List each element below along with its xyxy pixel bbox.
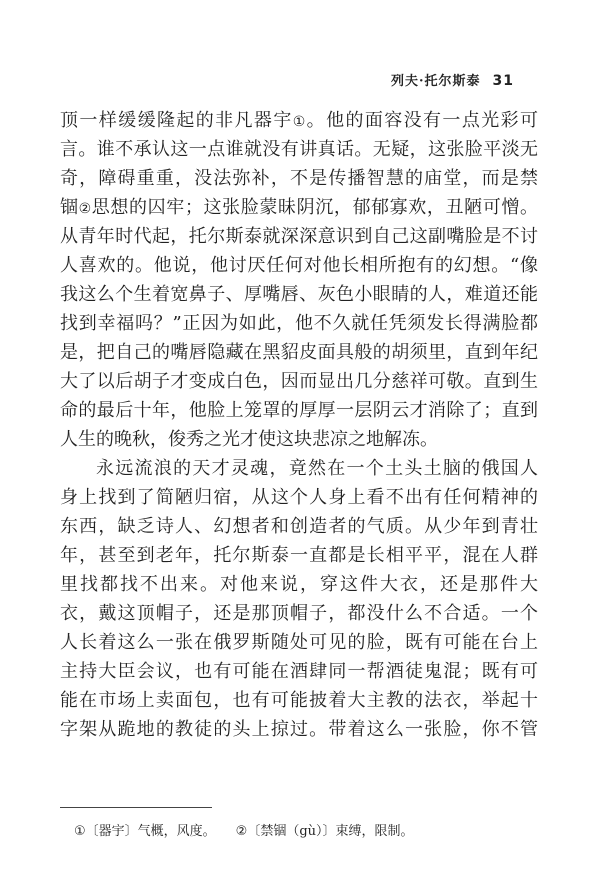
page-number: 31 <box>492 73 514 89</box>
text-line: 从青年时代起，托尔斯泰就深深意识到自己这副嘴脸是不讨 <box>60 226 538 247</box>
text-line: 能在市场上卖面包，也有可能披着大主教的法衣，举起十 <box>60 690 538 711</box>
footnote-ref-1[interactable]: ① <box>292 114 307 130</box>
text-line: 身上找到了简陋归宿，从这个人身上看不出有任何精神的 <box>60 487 538 508</box>
text-line: 锢②思想的囚牢；这张脸蒙昧阴沉，郁郁寡欢，丑陋可憎。 <box>60 197 538 218</box>
text-line: 顶一样缓缓隆起的非凡器宇①。他的面容没有一点光彩可 <box>60 110 538 131</box>
text-line: 衣，戴这顶帽子，还是那顶帽子，都没什么不合适。一个 <box>60 603 538 624</box>
text-line: 人生的晚秋，俊秀之光才使这块悲凉之地解冻。 <box>60 429 438 450</box>
text-line: 东西，缺乏诗人、幻想者和创造者的气质。从少年到青壮 <box>60 516 538 537</box>
paragraph-1 <box>60 106 538 454</box>
text-line: 字架从跪地的教徒的头上掠过。带着这么一张脸，你不管 <box>60 719 538 740</box>
footnote-marker: ① <box>74 824 86 839</box>
text-line: 是，把自己的嘴唇隐藏在黑貂皮面具般的胡须里，直到年纪 <box>60 342 538 363</box>
text-line: 奇，障碍重重，没法弥补，不是传播智慧的庙堂，而是禁 <box>60 168 538 189</box>
footnote-text: 〔器宇〕气概，风度。 <box>85 824 216 839</box>
text-line: 言。谁不承认这一点谁就没有讲真话。无疑，这张脸平淡无 <box>60 139 538 160</box>
text-line: 命的最后十年，他脸上笼罩的厚厚一层阴云才消除了；直到 <box>60 400 538 421</box>
footnotes <box>74 823 414 841</box>
footnote-ref-2[interactable]: ② <box>78 201 92 217</box>
text-line: 我这么个生着宽鼻子、厚嘴唇、灰色小眼睛的人，难道还能 <box>60 284 538 305</box>
footnote-1 <box>74 824 216 839</box>
footnote-text: 〔禁锢（gù）〕束缚，限制。 <box>247 824 414 839</box>
text-line: 找到幸福吗？”正因为如此，他不久就任凭须发长得满脸都 <box>60 313 538 334</box>
footnote-2 <box>236 824 414 839</box>
text-line: 永远流浪的天才灵魂，竟然在一个土头土脑的俄国人 <box>96 458 538 479</box>
running-title: 列夫·托尔斯泰 <box>390 74 481 89</box>
text-line: 主持大臣会议，也有可能在酒肆同一帮酒徒鬼混；既有可 <box>60 661 538 682</box>
body-text <box>60 106 538 744</box>
text-line: 人长着这么一张在俄罗斯随处可见的脸，既有可能在台上 <box>60 632 538 653</box>
text-line: 人喜欢的。他说，他讨厌任何对他长相所抱有的幻想。“像 <box>60 255 538 276</box>
text-line: 里找都找不出来。对他来说，穿这件大衣，还是那件大 <box>60 574 538 595</box>
paragraph-2 <box>60 454 538 744</box>
footnote-marker: ② <box>235 824 248 839</box>
text-line: 年，甚至到老年，托尔斯泰一直都是长相平平，混在人群 <box>60 545 538 566</box>
text-line: 大了以后胡子才变成白色，因而显出几分慈祥可敬。直到生 <box>60 371 538 392</box>
running-header <box>391 70 514 89</box>
footnote-divider <box>60 807 212 808</box>
